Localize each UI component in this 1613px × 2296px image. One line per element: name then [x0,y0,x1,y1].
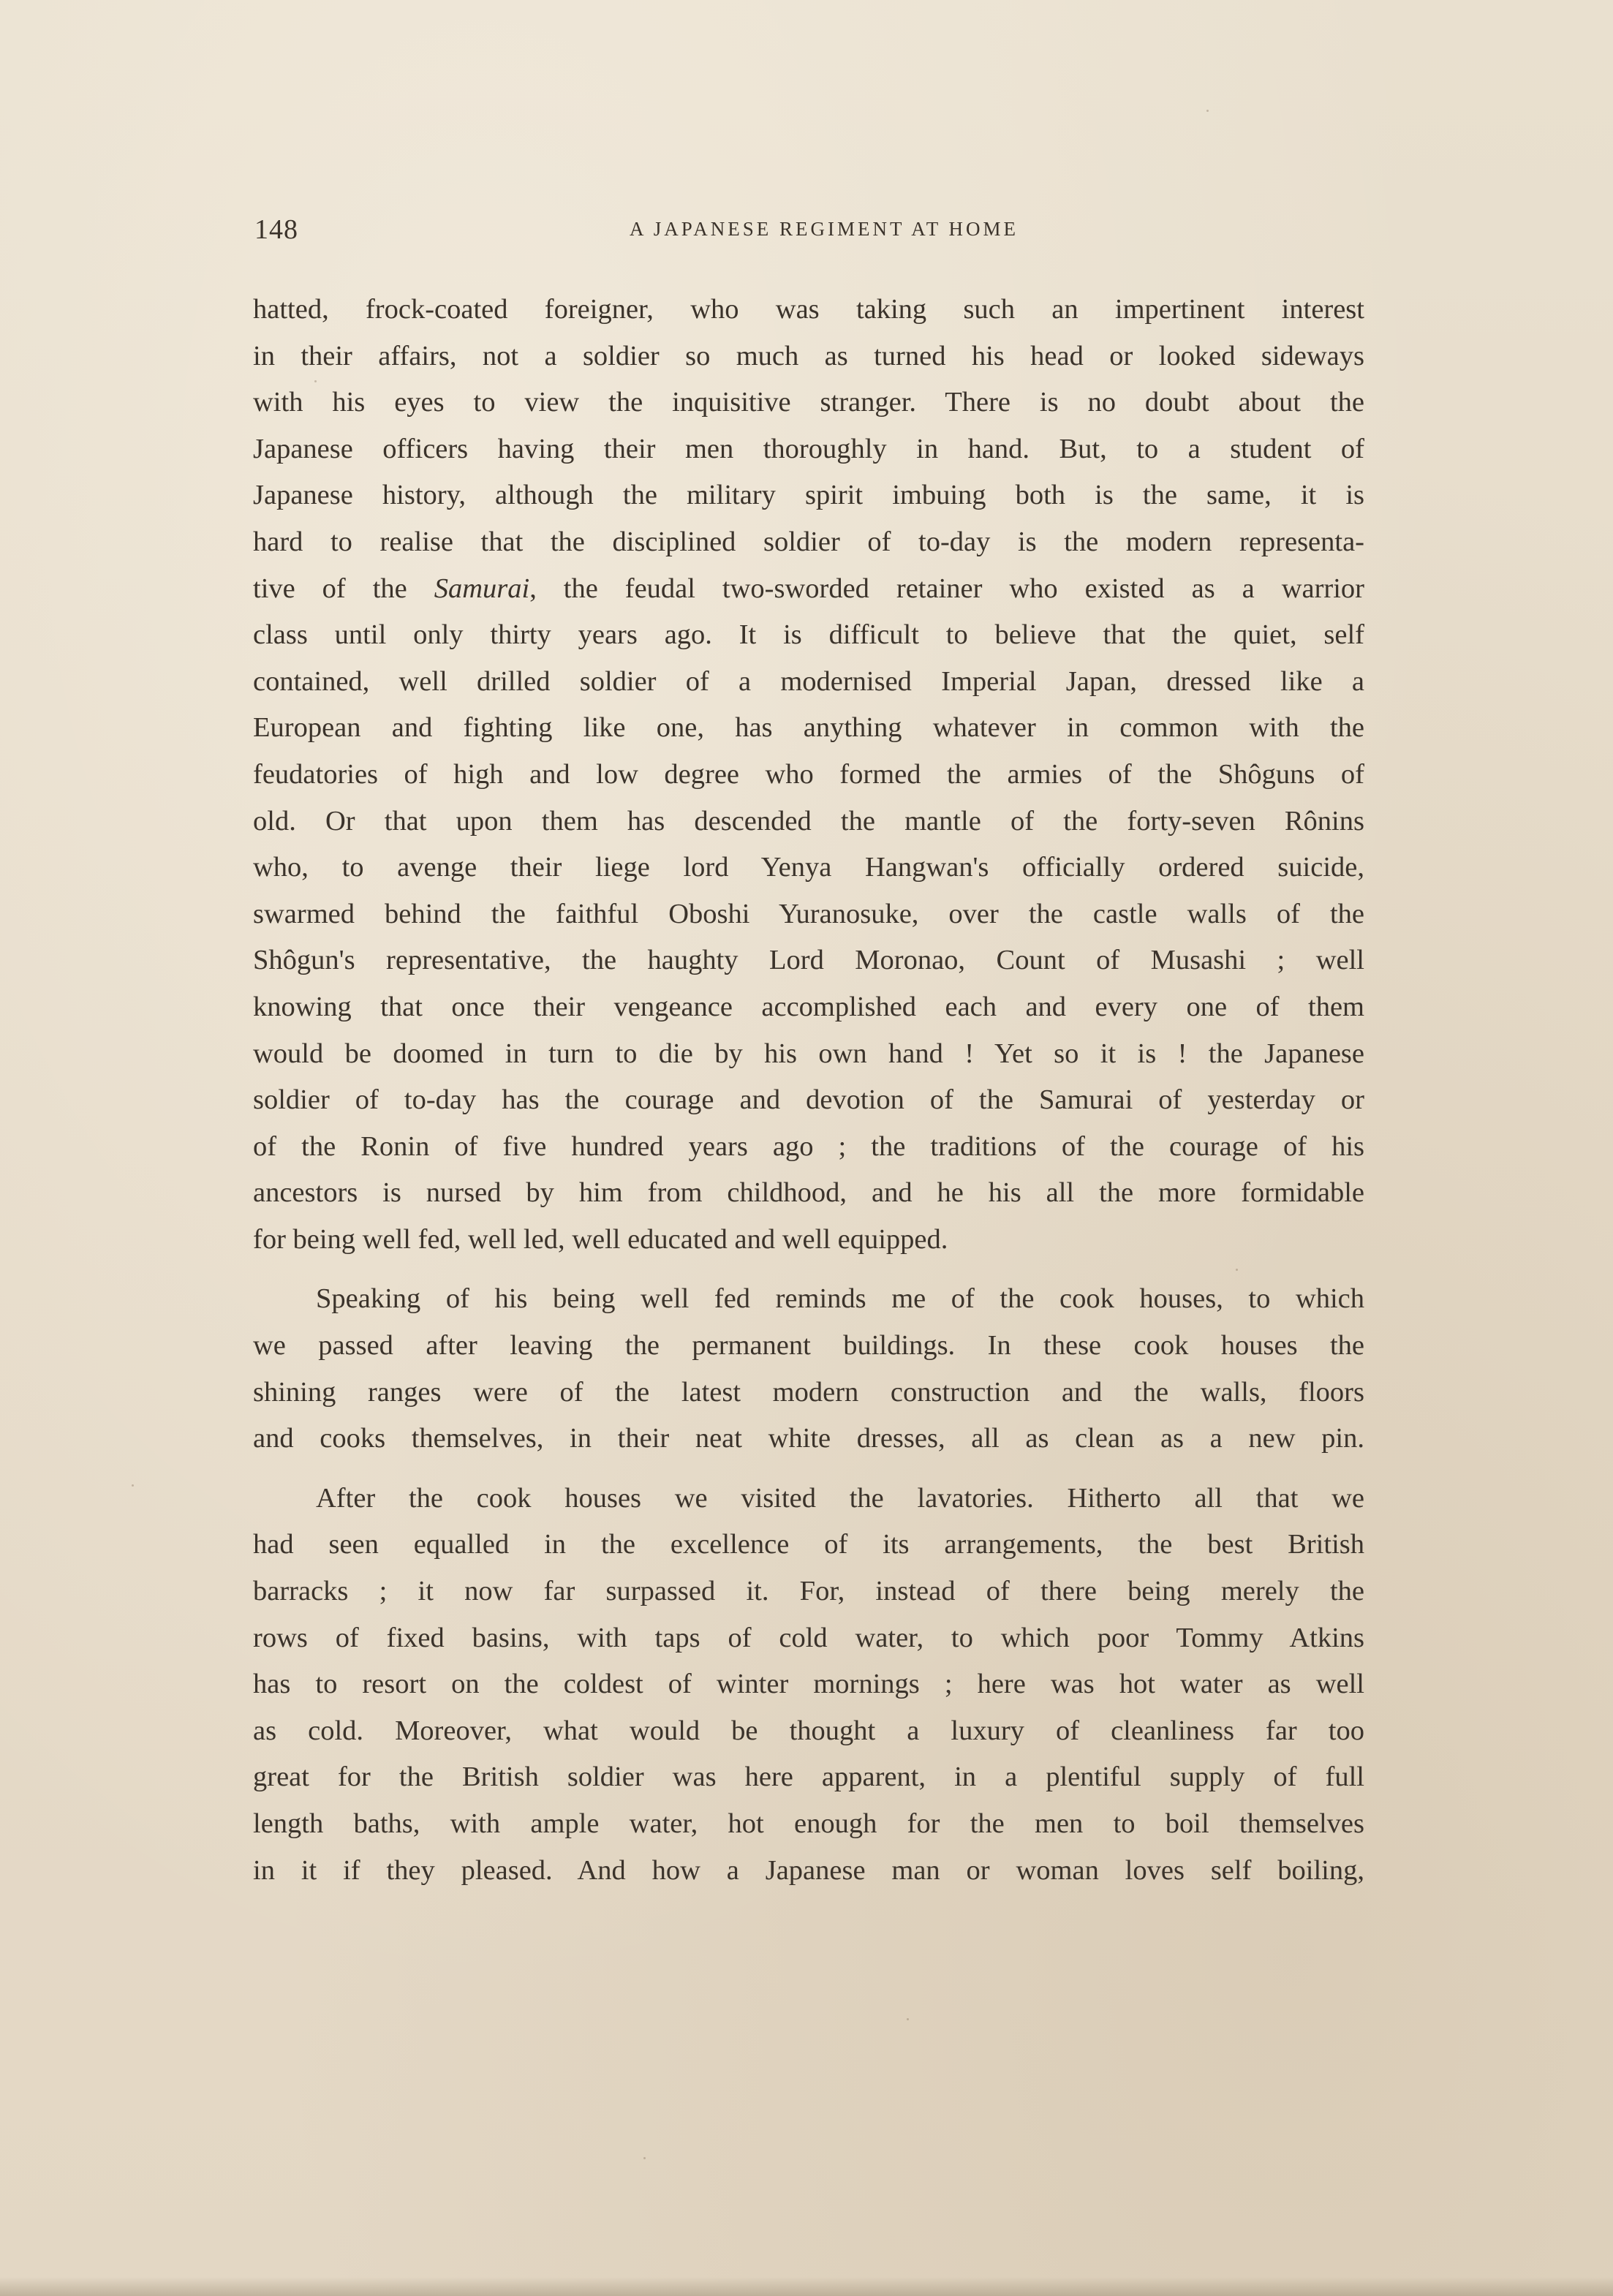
paper-fleck [643,2157,646,2159]
paper-fleck [1206,110,1209,112]
text-line: swarmed behind the faithful Oboshi Yuranosuke, over the castle walls of the [253,898,1364,929]
text-line: rows of fixed basins, with taps of cold water, to which poor Tommy Atkins [253,1622,1364,1653]
text-line: European and fighting like one, has anything whatever in common with the [253,712,1364,744]
text-line: Speaking of his being well fed reminds me of the cook houses, to which [316,1283,1364,1315]
paper-fleck [1236,1269,1238,1271]
text-line: hatted, frock-coated foreigner, who was taking such an impertinent interest [253,294,1364,325]
body-text [253,287,1364,1894]
text-line: as cold. Moreover, what would be thought a luxury of cleanliness far too [253,1715,1364,1746]
running-head [254,214,1364,257]
text-line: had seen equalled in the excellence of its arrangements, the best British [253,1529,1364,1560]
text-line: with his eyes to view the inquisitive stranger. There is no doubt about the [253,387,1364,418]
running-title: A JAPANESE REGIMENT AT HOME [629,218,1019,240]
text-line: for being well fed, well led, well educated and well equipped. [253,1223,948,1255]
text-line: feudatories of high and low degree who formed the armies of the Shôguns of [253,758,1364,790]
page-number: 148 [254,214,298,245]
text-line: contained, well drilled soldier of a modernised Imperial Japan, dressed like a [253,665,1364,697]
text-line: would be doomed in turn to die by his own hand ! Yet so it is ! the Japanese [253,1038,1364,1069]
text-line: length baths, with ample water, hot enough for the men to boil themselves [253,1808,1364,1839]
text-line: Japanese officers having their men thoroughly in hand. But, to a student of [253,433,1364,464]
text-line: of the Ronin of five hundred years ago ; the traditions of the courage of his [253,1130,1364,1162]
paper-fleck [314,380,317,382]
text-line: Japanese history, although the military spirit imbuing both is the same, it is [253,480,1364,511]
text-line: Shôgun's representative, the haughty Lord Moronao, Count of Musashi ; well [253,945,1364,976]
text-line: barracks ; it now far surpassed it. For, instead of there being merely the [253,1576,1364,1607]
paragraph-2 [253,1276,1364,1462]
paragraph-3 [253,1476,1364,1894]
paragraph-1 [253,287,1364,1263]
text-line: we passed after leaving the permanent buildings. In these cook houses the [253,1330,1364,1362]
text-line: soldier of to-day has the courage and devotion of the Samurai of yesterday or [253,1084,1364,1116]
italic-term: Samurai [434,573,530,604]
text-line: has to resort on the coldest of winter mornings ; here was hot water as well [253,1669,1364,1700]
text-line: and cooks themselves, in their neat white dresses, all as clean as a new pin. [253,1423,1364,1454]
text-line: old. Or that upon them has descended the mantle of the forty-seven Rônins [253,805,1364,837]
text-line: tive of the Samurai, the feudal two-sworded retainer who existed as a warrior [253,573,1364,604]
paper-fleck [132,1484,134,1487]
text-line: ancestors is nursed by him from childhood, and he his all the more formidable [253,1177,1364,1209]
text-line: class until only thirty years ago. It is difficult to believe that the quiet, self [253,619,1364,651]
text-line: great for the British soldier was here apparent, in a plentiful supply of full [253,1761,1364,1793]
text-line: in it if they pleased. And how a Japanese man or woman loves self boiling, [253,1854,1364,1886]
text-line: in their affairs, not a soldier so much as turned his head or looked sideways [253,340,1364,371]
text-line: After the cook houses we visited the lavatories. Hitherto all that we [316,1482,1364,1514]
text-line: hard to realise that the disciplined soldier of to-day is the modern representa- [253,526,1364,557]
paper-fleck [907,2018,909,2020]
text-line: shining ranges were of the latest modern construction and the walls, floors [253,1376,1364,1408]
text-line: who, to avenge their liege lord Yenya Hangwan's officially ordered suicide, [253,852,1364,883]
text-line: knowing that once their vengeance accomplished each and every one of them [253,991,1364,1022]
